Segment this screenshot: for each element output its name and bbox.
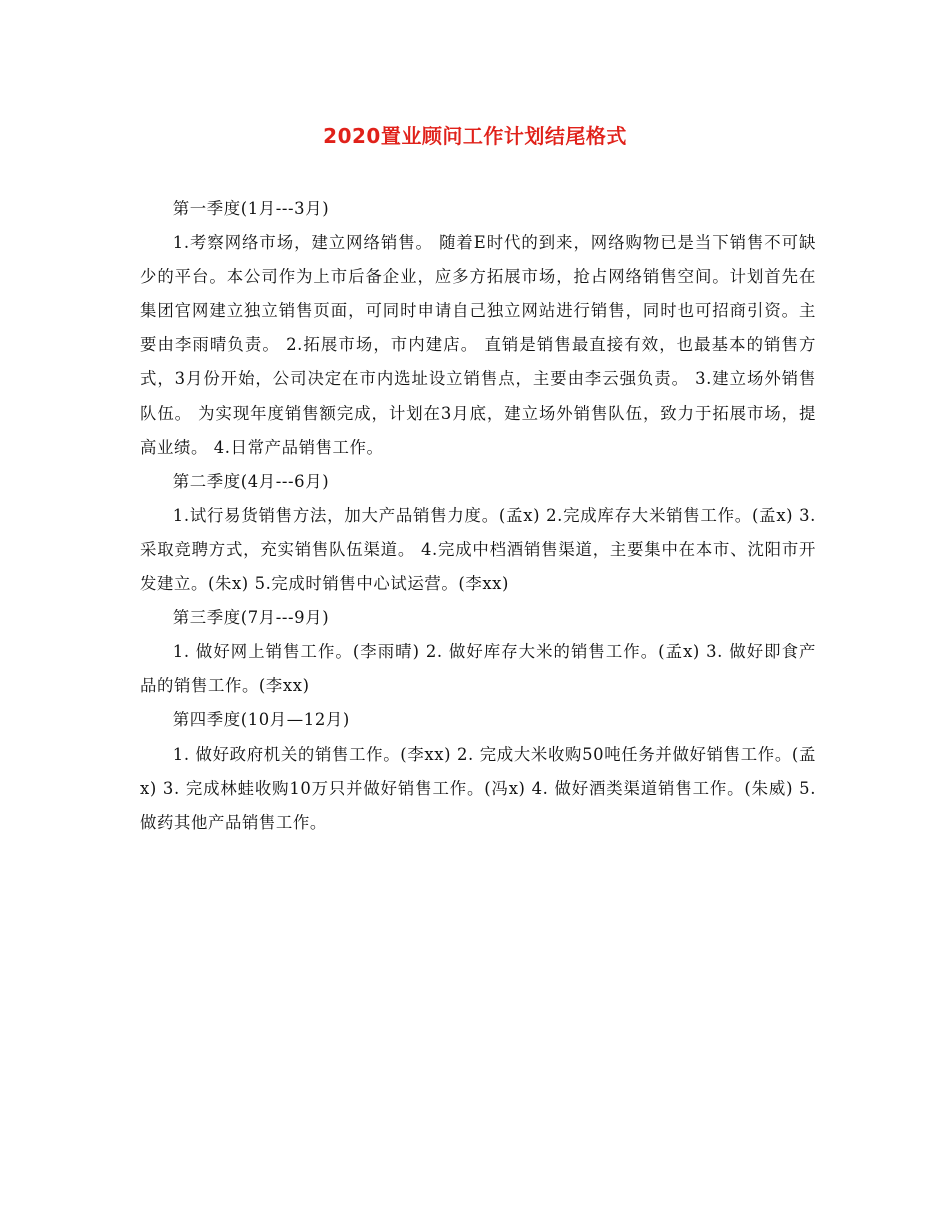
q1-body: 1.考察网络市场，建立网络销售。 随着E时代的到来，网络购物已是当下销售不可缺少的平台。本公司作为上市后备企业，应多方拓展市场，抢占网络销售空间。计划首先在集团官网建立独立销售页面，可同时申请自己独立网站进行销售，同时也可招商引资。主要由李雨晴负责。 2.拓展市场，市内建店。 直销是销售最直接有效，也最基本的销售方式，3月份开始，公司决定在市内选址设立销售点，主要由李云强负责。 3.建立场外销售队伍。 为实现年度销售额完成，计划在3月底，建立场外销售队伍，致力于拓展市场，提高业绩。 4.日常产品销售工作。 xyxy=(140,233,816,457)
q4-body: 1. 做好政府机关的销售工作。(李xx) 2. 完成大米收购50吨任务并做好销售工作。(孟x) 3. 完成林蛙收购10万只并做好销售工作。(冯x) 4. 做好酒类渠道销售工作。(朱威) 5. 做药其他产品销售工作。 xyxy=(140,744,816,832)
q4-heading: 第四季度(10月—12月) xyxy=(172,710,350,730)
q2-heading: 第二季度(4月---6月) xyxy=(172,471,330,491)
q3-body: 1. 做好网上销售工作。(李雨晴) 2. 做好库存大米的销售工作。(孟x) 3. 做好即食产品的销售工作。(李xx) xyxy=(140,642,816,696)
q2-body: 1.试行易货销售方法，加大产品销售力度。(孟x) 2.完成库存大米销售工作。(孟x) 3.采取竞聘方式，充实销售队伍渠道。 4.完成中档酒销售渠道，主要集中在本市、沈阳市开发建立。(朱x) 5.完成时销售中心试运营。(李xx) xyxy=(140,505,816,594)
document-body xyxy=(140,192,816,840)
q1-heading: 第一季度(1月---3月) xyxy=(172,199,330,218)
document-title: 2020置业顾问工作计划结尾格式 xyxy=(323,124,627,148)
q3-heading: 第三季度(7月---9月) xyxy=(172,608,330,628)
